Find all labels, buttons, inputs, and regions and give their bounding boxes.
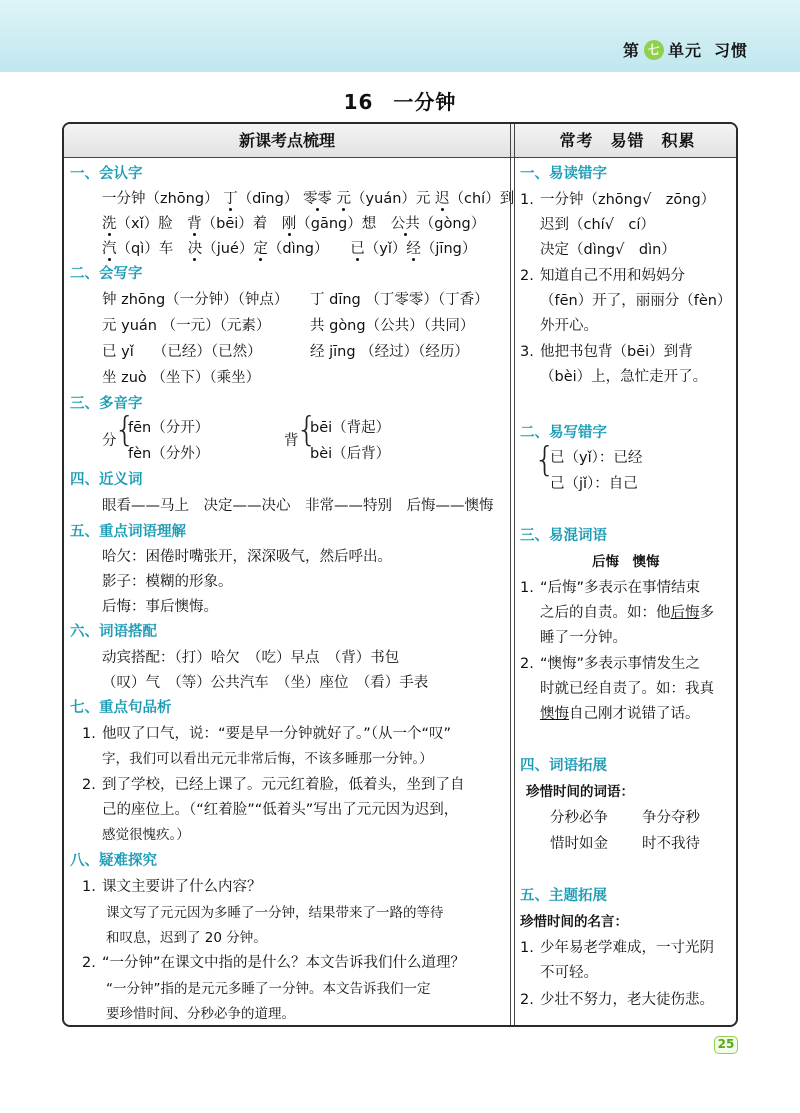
section-title: 四、词语拓展 (520, 758, 607, 774)
misread-text: 外开心。 (540, 318, 598, 334)
idiom: 时不我待 (642, 836, 700, 852)
idiom: 分秒必争 (550, 810, 608, 826)
question-text: “一分钟”在课文中指的是什么？本文告诉我们什么道理？ (102, 955, 466, 971)
polyphone-reading: fèn（分外） (128, 446, 210, 462)
recognize-row-3: 汽（qì）车 决（jué）定（dìng） 已（yǐ）经（jīng） (102, 241, 477, 257)
section-title: 一、会认字 (70, 166, 143, 182)
right-column-header: 常考 易错 积累 (559, 131, 696, 150)
write-char: 经 jīng （经过）（经历） (310, 344, 469, 360)
answer-text: 和叹息，迟到了 20 分钟。 (106, 930, 267, 946)
section-title: 一、易读错字 (520, 166, 607, 182)
section-title: 六、词语搭配 (70, 624, 157, 640)
answer-text: 课文写了元元因为多睡了一分钟，结果带来了一路的等待 (106, 905, 444, 921)
collocation-line: （叹）气 （等）公共汽车 （坐）座位 （看）手表 (102, 675, 429, 691)
misread-text: （bèi）上，急忙走开了。 (540, 369, 708, 385)
write-char: 坐 zuò （坐下）（乘坐） (102, 370, 261, 386)
item-number: 1. (520, 580, 534, 596)
section-title: 四、近义词 (70, 472, 143, 488)
section-title: 二、易写错字 (520, 425, 607, 441)
brace-icon: { (114, 410, 136, 450)
item-number: 2. (82, 777, 96, 793)
section-title: 八、疑难探究 (70, 853, 157, 869)
sentence-text: 他叹了口气，说：“要是早一分钟就好了。”（从一个“叹” (102, 726, 452, 742)
polyphone-char: 分 (102, 433, 117, 449)
polyphone-char: 背 (284, 433, 299, 449)
idiom: 惜时如金 (550, 836, 608, 852)
confusable-text: 时就已经自责了。如：我真 (540, 681, 714, 697)
section-title: 二、会写字 (70, 266, 143, 282)
misread-text: 一分钟（zhōng√ zōng） (540, 192, 716, 208)
misread-text: 决定（dìng√ dìn） (540, 242, 676, 258)
polyphone-reading: bēi（背起） (310, 420, 391, 436)
misread-text: 迟到（chí√ cí） (540, 217, 655, 233)
item-number: 1. (82, 879, 96, 895)
confusable-text: 睡了一分钟。 (540, 630, 627, 646)
polyphone-reading: bèi（后背） (310, 446, 391, 462)
misread-text: 他把书包背（bēi）到背 (540, 344, 693, 360)
confusable-text: “懊悔”多表示事情发生之 (540, 656, 701, 672)
quote-text: 少壮不努力，老大徒伤悲。 (540, 992, 714, 1008)
extension-subtitle: 珍惜时间的词语： (526, 784, 634, 800)
page-title (0, 86, 800, 115)
word-explanation: 后悔：事后懊悔。 (102, 599, 218, 615)
section-title: 五、主题拓展 (520, 888, 607, 904)
write-char: 共 gòng（公共）（共同） (310, 318, 475, 334)
item-number: 1. (520, 192, 534, 208)
section-title: 三、多音字 (70, 396, 143, 412)
answer-text: 要珍惜时间、分秒必争的道理。 (106, 1006, 295, 1022)
column-divider-inner (514, 124, 515, 1025)
top-decorative-band (0, 0, 800, 72)
unit-header (623, 38, 748, 61)
brace-icon: { (296, 410, 318, 450)
section-title: 七、重点句品析 (70, 700, 172, 716)
quote-text: 少年易老学难成，一寸光阴 (540, 940, 714, 956)
sentence-note: 字，我们可以看出元元非常后悔，不该多睡那一分钟。） (102, 751, 433, 767)
content-frame (62, 122, 738, 1027)
brace-icon: { (534, 440, 556, 480)
lesson-title: 一分钟 (393, 90, 457, 114)
sentence-text: 到了学校，已经上课了。元元红着脸，低着头，坐到了自 (102, 777, 465, 793)
sentence-text: 己的座位上。（“红着脸”“低着头”写出了元元因为迟到， (102, 802, 459, 818)
miswrite-text: 己（jǐ）：自己 (550, 476, 638, 492)
write-char: 钟 zhōng（一分钟）（钟点） (102, 292, 289, 308)
misread-text: 知道自己不用和妈妈分 (540, 268, 685, 284)
polyphone-reading: fēn（分开） (128, 420, 210, 436)
recognize-row-1: 一分钟（zhōng） 丁（dīng） 零零 元（yuán）元 迟（chí）到 (102, 191, 515, 207)
page-number: 25 (714, 1036, 738, 1054)
item-number: 2. (82, 955, 96, 971)
section-title: 五、重点词语理解 (70, 524, 186, 540)
item-number: 2. (520, 268, 534, 284)
answer-text: “一分钟”指的是元元多睡了一分钟。本文告诉我们一定 (106, 981, 431, 997)
item-number: 3. (520, 344, 534, 360)
confusable-words: 后悔 懊悔 (592, 554, 660, 570)
lesson-number: 16 (343, 90, 374, 114)
write-char: 元 yuán （一元）（元素） (102, 318, 271, 334)
confusable-text: “后悔”多表示在事情结束 (540, 580, 701, 596)
recognize-row-2: 洗（xǐ）脸 背（bēi）着 刚（gāng）想 公共（gòng） (102, 216, 486, 232)
word-explanation: 哈欠：困倦时嘴张开，深深吸气，然后呼出。 (102, 549, 392, 565)
collocation-line: 动宾搭配：（打）哈欠 （吃）早点 （背）书包 (102, 650, 400, 666)
item-number: 1. (82, 726, 96, 742)
sentence-note: 感觉很愧疚。） (102, 827, 190, 843)
quote-text: 不可轻。 (540, 965, 598, 981)
miswrite-text: 已（yǐ）：已经 (550, 450, 643, 466)
unit-label: 单元 (667, 41, 702, 60)
word-explanation: 影子：模糊的形象。 (102, 574, 233, 590)
write-char: 丁 dīng （丁零零）（丁香） (310, 292, 489, 308)
column-divider (510, 124, 511, 1025)
unit-theme: 习惯 (713, 41, 748, 60)
left-column-header: 新课考点梳理 (238, 131, 335, 150)
confusable-text: 懊悔自己刚才说错了话。 (540, 706, 700, 722)
unit-prefix: 第 (622, 41, 640, 60)
unit-number-badge: 七 (644, 40, 664, 60)
question-text: 课文主要讲了什么内容？ (102, 879, 262, 895)
confusable-text: 之后的自责。如：他后悔多 (540, 605, 714, 621)
misread-text: （fēn）开了，丽丽分（fèn） (540, 293, 732, 309)
item-number: 2. (520, 992, 534, 1008)
idiom: 争分夺秒 (642, 810, 700, 826)
write-char: 已 yǐ （已经）（已然） (102, 344, 262, 360)
item-number: 1. (520, 940, 534, 956)
section-title: 三、易混词语 (520, 528, 607, 544)
quotes-subtitle: 珍惜时间的名言： (520, 914, 628, 930)
item-number: 2. (520, 656, 534, 672)
synonyms-line: 眼看——马上 决定——决心 非常——特别 后悔——懊悔 (102, 498, 494, 514)
